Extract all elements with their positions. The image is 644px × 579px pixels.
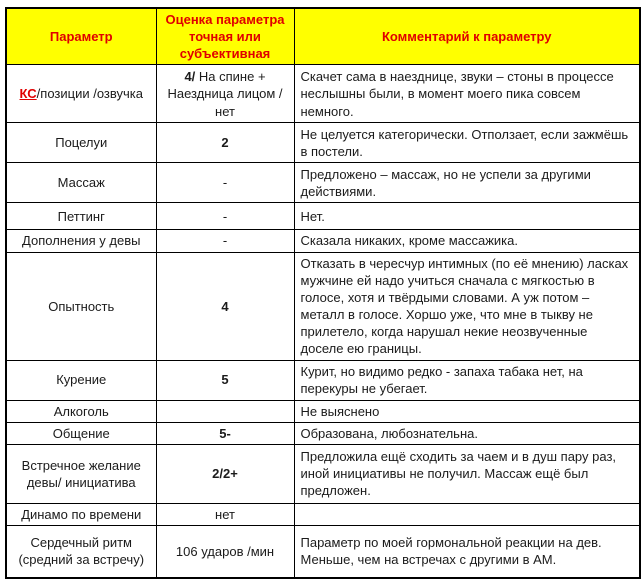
rating-table: [5, 7, 641, 579]
param-label: Встречное желание девы/ инициатива: [21, 457, 141, 490]
param-cell: [6, 444, 156, 503]
param-cell: [6, 422, 156, 444]
param-label: Поцелуи: [55, 135, 108, 151]
comment-text: Скачет сама в наезднице, звуки – стоны в процессе неслышны были, в момент моего пика совсем немного.: [300, 69, 614, 119]
comment-cell: [294, 230, 640, 252]
param-label: /позиции /озвучка: [36, 86, 143, 102]
header-cell-score: Оценка параметра точная или субъективная: [156, 8, 294, 65]
comment-text: Предложено – массаж, но не успели за другими действиями.: [300, 166, 591, 199]
comment-cell: [294, 252, 640, 360]
header-cell-param: Параметр: [6, 8, 156, 65]
comment-cell: [294, 503, 640, 525]
table-body: [6, 65, 640, 578]
score-bold-value: 4/: [184, 69, 196, 85]
score-value: -: [222, 233, 228, 249]
score-value: 106 ударов /мин: [175, 543, 275, 559]
table-row: [6, 203, 640, 230]
comment-cell: [294, 422, 640, 444]
comment-text: Не целуется категорически. Отползает, если зажмёшь в постели.: [300, 126, 629, 159]
score-cell: [156, 123, 294, 163]
table-row: [6, 503, 640, 525]
table-row: [6, 422, 640, 444]
param-label: Опытность: [48, 298, 115, 314]
comment-cell: [294, 526, 640, 578]
score-value: нет: [215, 506, 235, 522]
param-label: Сердечный ритм (средний за встречу): [18, 535, 145, 568]
param-label: Дополнения у девы: [22, 233, 141, 249]
table-row: [6, 252, 640, 360]
score-cell: [156, 360, 294, 400]
param-label: Массаж: [57, 175, 105, 191]
param-cell: [6, 163, 156, 203]
param-label: Петтинг: [57, 208, 105, 224]
score-value: -: [222, 208, 228, 224]
score-cell: [156, 203, 294, 230]
table-row: [6, 360, 640, 400]
param-label: Общение: [52, 425, 110, 441]
param-cell: [6, 203, 156, 230]
comment-cell: [294, 444, 640, 503]
comment-cell: [294, 360, 640, 400]
param-cell: [6, 526, 156, 578]
score-cell: [156, 252, 294, 360]
comment-text: Параметр по моей гормональной реакции на дев. Меньше, чем на встречах с другими в АМ.: [300, 535, 602, 568]
score-cell: [156, 230, 294, 252]
table-row: [6, 230, 640, 252]
score-cell: [156, 526, 294, 578]
table-row: [6, 163, 640, 203]
score-cell: [156, 163, 294, 203]
comment-text: Нет.: [300, 208, 325, 224]
table-row: [6, 400, 640, 422]
comment-cell: [294, 65, 640, 123]
param-label: Курение: [56, 372, 107, 388]
table-row: [6, 123, 640, 163]
param-label: Динамо по времени: [21, 506, 142, 522]
table-header: [6, 8, 640, 65]
table-row: [6, 526, 640, 578]
param-label: Алкоголь: [53, 403, 109, 419]
score-bold-value: 2/2+: [212, 466, 238, 482]
param-cell: [6, 503, 156, 525]
score-cell: [156, 444, 294, 503]
comment-cell: [294, 400, 640, 422]
score-bold-value: 4: [221, 298, 229, 314]
param-cell: [6, 65, 156, 123]
comment-text: Не выяснено: [300, 403, 380, 419]
param-cell: [6, 360, 156, 400]
comment-text: Отказать в чересчур интимных (по её мнению) ласках мужчине ей надо учиться сначала с мягкостью в голосе, хотя и твёрдыми словами. А уж потом – металл в голосе. Хоршо уже, что мне в тыкву не прилетело, когда нарушал некие неозвученные доселе ею границы.: [300, 255, 629, 357]
score-bold-value: 5-: [219, 425, 231, 441]
param-cell: [6, 123, 156, 163]
comment-text: Курит, но видимо редко - запаха табака нет, на перекуры не убегает.: [300, 363, 583, 397]
table-row: [6, 444, 640, 503]
score-value: -: [222, 175, 228, 191]
comment-text: Предложила ещё сходить за чаем и в душ пару раз, иной инициативы не получил. Массаж ещё был предложен.: [300, 449, 617, 499]
score-bold-value: 2: [221, 135, 229, 151]
param-cell: [6, 400, 156, 422]
comment-text: Образована, любознательна.: [300, 425, 478, 441]
table-row: [6, 65, 640, 123]
param-cell: [6, 230, 156, 252]
score-cell: [156, 400, 294, 422]
comment-cell: [294, 163, 640, 203]
score-value: На спине + Наездница лицом /нет: [167, 69, 283, 119]
comment-text: Сказала никаких, кроме массажика.: [300, 233, 518, 249]
score-cell: [156, 503, 294, 525]
header-row: [6, 8, 640, 65]
comment-cell: [294, 203, 640, 230]
param-red-label: КС: [19, 86, 37, 102]
score-bold-value: 5: [221, 372, 229, 388]
score-cell: [156, 65, 294, 123]
comment-cell: [294, 123, 640, 163]
param-cell: [6, 252, 156, 360]
header-cell-comment: Комментарий к параметру: [294, 8, 640, 65]
score-cell: [156, 422, 294, 444]
